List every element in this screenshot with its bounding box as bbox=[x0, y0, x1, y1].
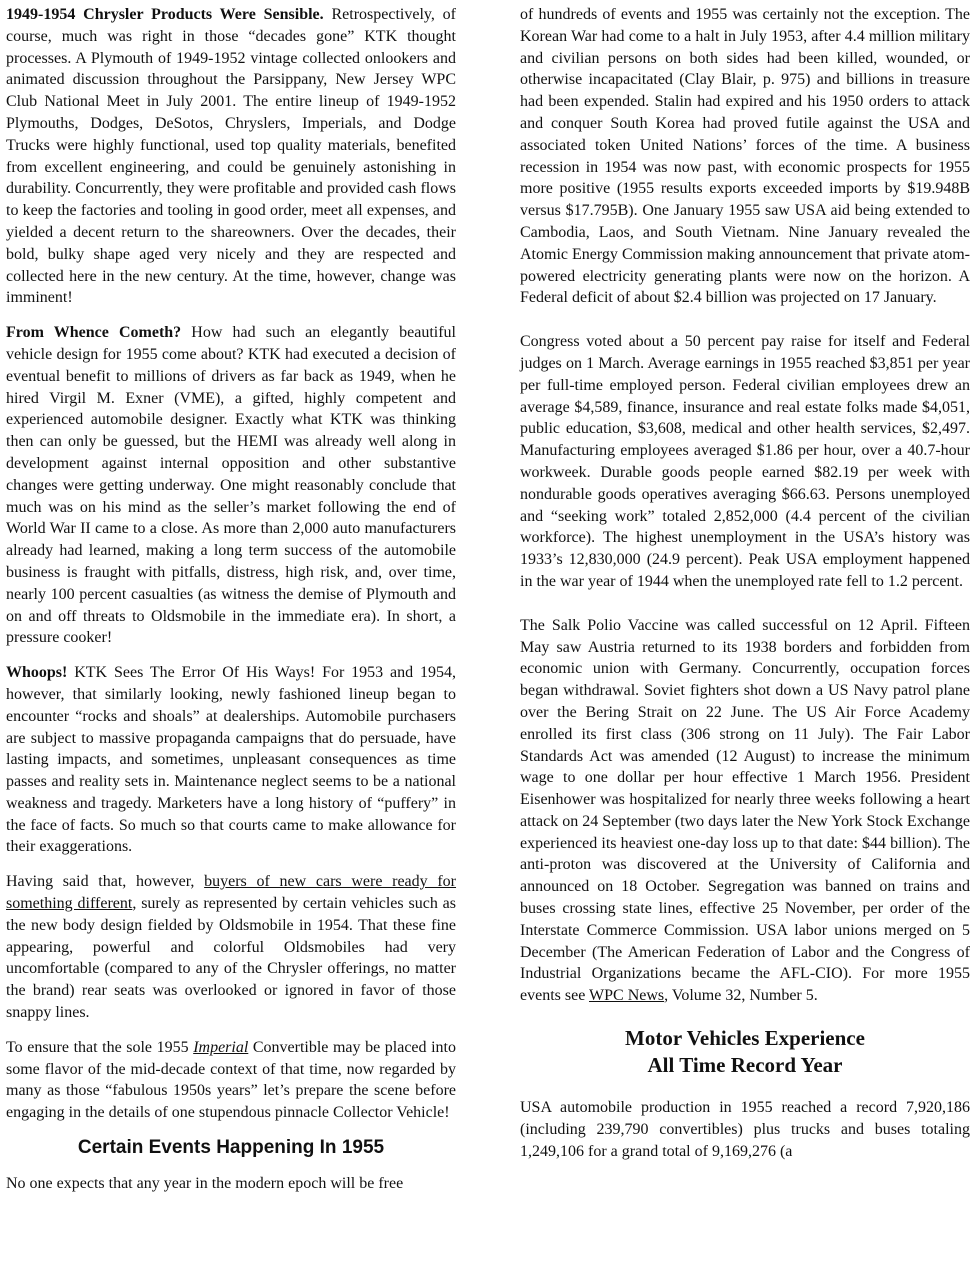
section-heading-events-1955: Certain Events Happening In 1955 bbox=[77, 1137, 385, 1159]
paragraph-text: , surely as represented by certain vehicles such as the new body design fielded by Oldsmobile in 1954. That these fine appearing, powerful and colorful Oldsmobiles had very uncomfortable (compared to any of the Chrysler offerings, no matter the brand) rear seats was overlooked or ignored in favor of those snappy lines. bbox=[6, 895, 457, 1022]
section-heading-record-year bbox=[520, 1025, 970, 1079]
paragraph-korean-war: of hundreds of events and 1955 was certainly not the exception. The Korean War had come to a halt in July 1953, after 4.4 million military and civilian persons on both sides had been killed, wounded, or otherwise incapacitated (Clay Blair, p. 975) and billions in treasure had been expended. Stalin had expired and his 1950 orders to attack and conquer South Korea had proved futile against the USA and associated token United Nations’ forces of the time. A business recession in 1954 was now past, with economic prospects for 1955 more positive (1955 results exports exceeded imports by $19.948B versus $17.795B). One January 1955 saw USA aid being extended to Cambodia, Laos, and South Vietnam. Nine January revealed the Atomic Energy Commission making announcement that private atom-powered electricity generating plants were now on the horizon. A Federal deficit of about $2.4 billion was projected on 17 January. bbox=[520, 6, 970, 307]
paragraph-no-one-expects: No one expects that any year in the modern epoch will be free bbox=[6, 1175, 404, 1193]
right-column bbox=[520, 4, 970, 1175]
paragraph-chrysler-sensible bbox=[6, 4, 456, 309]
paragraph-text: How had such an elegantly beautiful vehicle design for 1955 come about? KTK had executed a decision of eventual benefit to millions of drivers as far back as 1949, when he hired Virgil M. Exner (VME), a gifted, highly competent and experienced automobile designer. Exactly what KTK was thinking then can only be guessed, but the HEMI was already well along in development against internal opposition and other substantive changes were getting underway. One might reasonably conclude that much was on his mind as the seller’s market following the end of World War II came to a close. As more than 2,000 auto manufacturers already had learned, making a long term success of the automobile business is fraught with pitfalls, distress, high risk, and, over time, nearly 100 percent casualties (as witness the demise of Plymouth and on and off threats to Oldsmobile in the immediate era). In short, a pressure cooker! bbox=[6, 324, 456, 647]
left-column bbox=[6, 4, 456, 1208]
paragraph-text: Having said that, however, bbox=[6, 873, 205, 891]
heading-line: All Time Record Year bbox=[647, 1053, 843, 1078]
publication-reference-link: WPC News bbox=[589, 987, 665, 1005]
run-in-heading: From Whence Cometh? bbox=[6, 324, 182, 342]
paragraph-text: , Volume 32, Number 5. bbox=[664, 987, 818, 1005]
paragraph-text: Retrospectively, of course, much was right in those “decades gone” KTK thought processes. A Plymouth of 1949-1952 vintage collected onlookers and animated discussion throughout the Parsippany, New Jersey WPC Club National Meet in July 2001. The entire lineup of 1949-1952 Plymouths, Dodges, DeSotos, Chryslers, Imperials, and Dodge Trucks were highly functional, used top quality materials, benefited from excellent engineering, and could be genuinely astonishing in durability. Concurrently, they were profitable and provided cash flows to keep the factories and tooling in good order, meet all expenses, and yielded a decent return to the shareowners. Over the decades, their bold, bulky shape aged very nicely and they are respected and collected here in the new century. At the time, however, change was imminent! bbox=[6, 6, 456, 307]
underlined-phrase: buyers of new cars were ready for something different bbox=[6, 873, 457, 913]
paragraph-from-whence bbox=[6, 322, 456, 649]
run-in-heading: Whoops! bbox=[6, 664, 68, 682]
paragraph-whoops bbox=[6, 662, 456, 858]
paragraph-production: USA automobile production in 1955 reached a record 7,920,186 (including 239,790 convertibles) plus trucks and buses totaling 1,249,106 for a grand total of 9,169,276 (a bbox=[520, 1099, 970, 1160]
run-in-heading: 1949-1954 Chrysler Products Were Sensible. bbox=[6, 6, 324, 23]
paragraph-having-said bbox=[6, 871, 456, 1024]
italic-underlined-word: Imperial bbox=[193, 1038, 249, 1056]
paragraph-text: To ensure that the sole 1955 bbox=[6, 1038, 194, 1056]
paragraph-text: KTK Sees The Error Of His Ways! For 1953 and 1954, however, that similarly looking, newly fashioned lineup began to encounter “rocks and shoals” at dealerships. Automobile purchasers are subject to massive propaganda campaigns that do persuade, have lasting impacts, and sometimes, unpleasant consequences as time passes and reality sets in. Maintenance neglect seems to be a national weakness and tragedy. Marketers have a long history of “puffery” in the face of facts. So much so that courts came to make allowance for their exaggerations. bbox=[6, 664, 456, 856]
heading-line: Motor Vehicles Experience bbox=[625, 1026, 865, 1051]
paragraph-congress-pay: Congress voted about a 50 percent pay raise for itself and Federal judges on 1 March. Average earnings in 1955 reached $3,851 per year per full-time employed person. Federal civilian employees drew an average $4,589, finance, insurance and real estate folks made $4,051, public education, $3,608, medical and other health services, $2,497. Manufacturing employees averaged $1.86 per hour, over a 40.7-hour workweek. Durable goods people earned $82.19 per week with nondurable goods operatives averaging $66.63. Persons unemployed and “seeking work” totaled 2,852,000 (4.4 percent of the civilian workforce). The highest unemployment in the USA’s history was 1933’s 12,830,000 (24.9 percent). Peak USA employment happened in the war year of 1944 when the unemployed rate fell to 1.2 percent. bbox=[520, 333, 970, 590]
paragraph-imperial-context bbox=[6, 1037, 456, 1124]
paragraph-text: Convertible may be placed into some flavor of the mid-decade context of that time, now regarded by many as those “fabulous 1950s years” let’s prepare the scene before engaging in the details of one stupendous pinnacle Collector Vehicle! bbox=[6, 1038, 457, 1122]
paragraph-salk-vaccine bbox=[520, 615, 970, 1007]
paragraph-text: The Salk Polio Vaccine was called successful on 12 April. Fifteen May saw Austria returned to its 1938 borders and forbidden from economic union with Germany. Concurrently, occupation forces began withdrawal. Soviet fighters shot down a US Navy patrol plane over the Bering Strait on 22 June. The US Air Force Academy enrolled its first class (306 strong on 11 July). The Fair Labor Standards Act was amended (12 August) to increase the minimum wage to one dollar per hour effective 1 March 1956. President Eisenhower was hospitalized for nearly three weeks following a heart attack on 24 September (two days later the New York Stock Exchange experienced its heaviest one-day loss up to that date: $44 billion). The anti-proton was discovered at the University of California and announced on 18 October. Segregation was banned on trains and buses crossing state lines, effective 25 November, per order of the Interstate Commerce Commission. USA labor unions merged on 5 December (The American Federation of Labor and the Congress of Industrial Organizations became the AFL-CIO). For more 1955 events see bbox=[520, 616, 970, 1005]
